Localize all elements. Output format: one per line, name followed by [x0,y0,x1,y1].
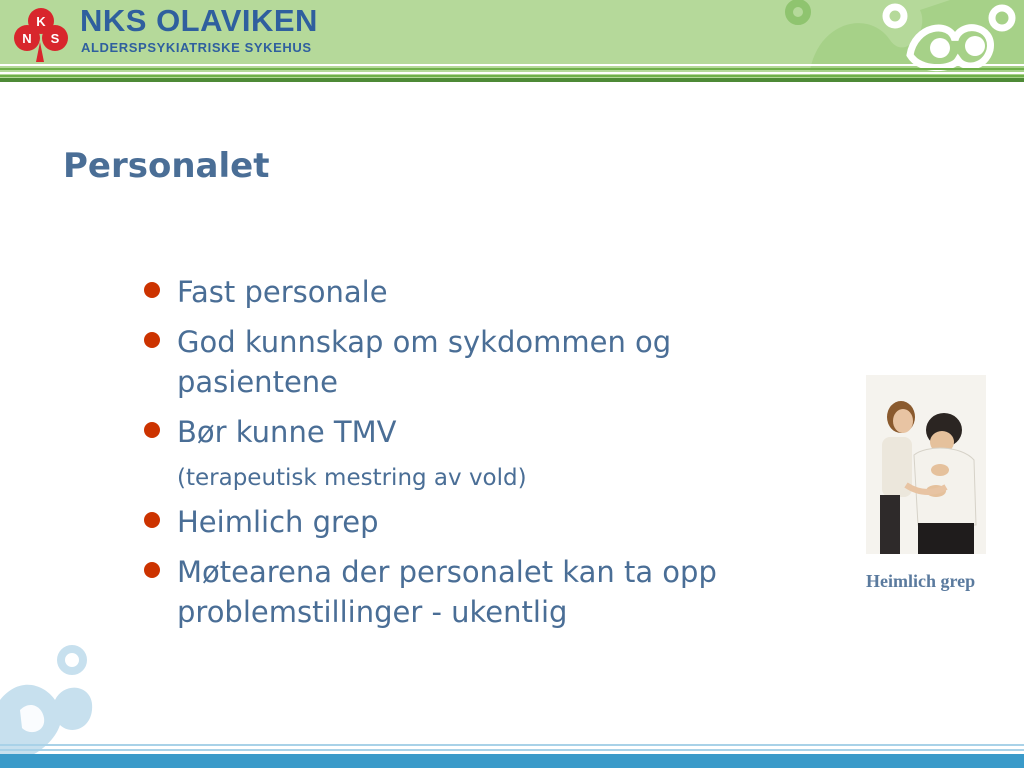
heimlich-maneuver-photo [866,375,986,554]
org-name: NKS OLAVIKEN [80,3,318,38]
bullet-dot-icon [144,562,160,578]
list-item [140,502,840,542]
bullet-dot-icon [144,422,160,438]
shamrock-logo-icon [10,4,72,62]
slide-title: Personalet [63,146,270,186]
list-item [140,322,840,402]
bullet-list [140,272,840,642]
bullet-text: Bør kunne TMV [177,415,397,449]
bullet-text: Heimlich grep [177,505,379,539]
org-subtitle: ALDERSPSYKIATRISKE SYKEHUS [81,40,312,55]
header-band [0,0,1024,82]
logo-letter-k: K [36,14,46,29]
bullet-dot-icon [144,512,160,528]
list-item [140,272,840,312]
bullet-text: Møtearena der personalet kan ta opp problemstillinger - ukentlig [177,555,717,629]
bullet-text: Fast personale [177,275,388,309]
bullet-dot-icon [144,282,160,298]
footer-stripes [0,744,1024,768]
decorative-figure-icon [0,640,110,756]
bullet-dot-icon [144,332,160,348]
bullet-subtext: (terapeutisk mestring av vold) [177,465,527,491]
photo-caption: Heimlich grep [866,571,976,591]
bullet-text: God kunnskap om sykdommen og pasientene [177,325,672,399]
logo-letter-s: S [50,31,60,46]
header-stripes [0,60,1024,82]
list-item [140,412,840,492]
list-item [140,552,840,632]
logo-letter-n: N [22,31,32,46]
